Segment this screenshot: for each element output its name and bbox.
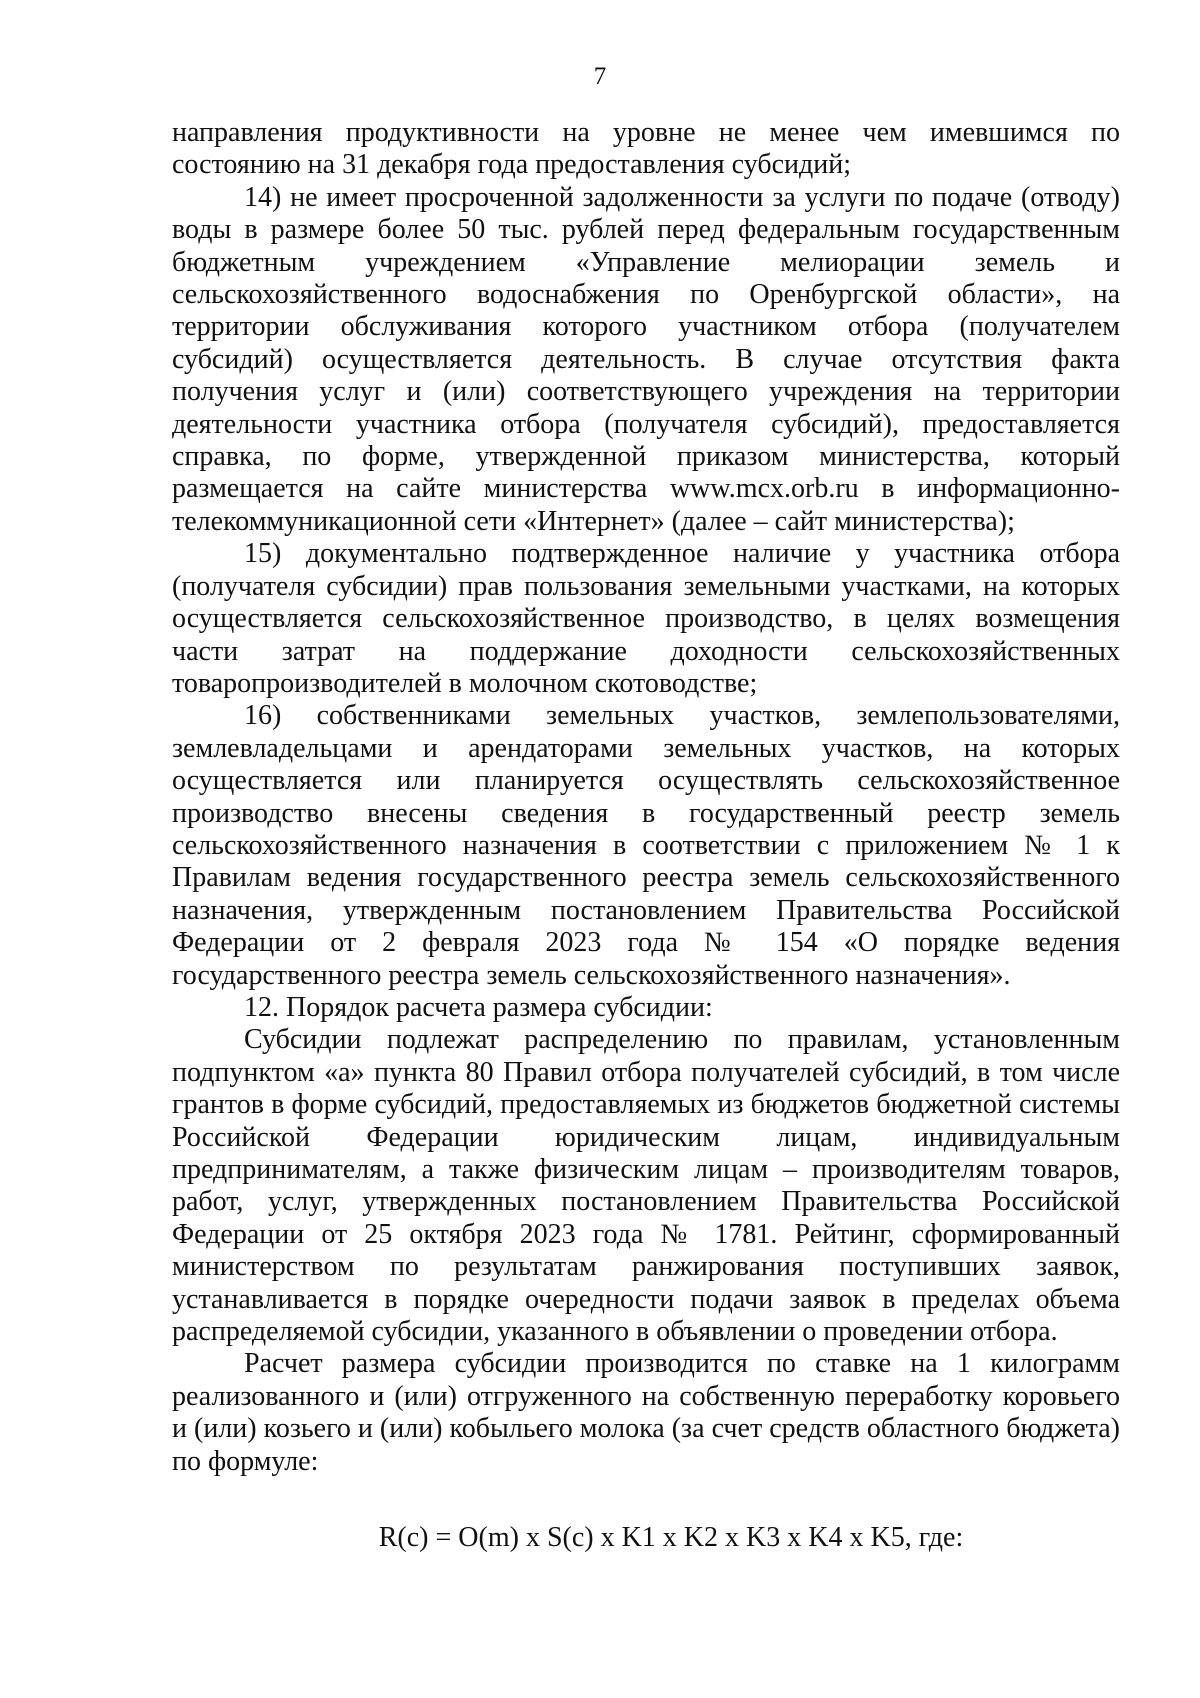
paragraph-13-continuation: направления продуктивности на уровне не менее чем имевшимся по состоянию на 31 декабря года предоставления субсидий;: [172, 117, 1120, 181]
paragraph-item-16: 16) собственниками земельных участков, землепользователями, землевладельцами и арендаторами земельных участков, на которых осуществляется или планируется осуществлять сельскохозяйственное производство внесены сведения в государственный реестр земель сельскохозяйственного назначения в соответствии с приложением № 1 к Правилам ведения государственного реестра земель сельскохозяйственного назначения, утвержденным постановлением Правительства Российской Федерации от 2 февраля 2023 года № 154 «О порядке ведения государственного реестра земель сельскохозяйственного назначения».: [172, 700, 1120, 991]
paragraph-subsidy-distribution: Субсидии подлежат распределению по правилам, установленным подпунктом «а» пункта 80 Правил отбора получателей субсидий, в том числе грантов в форме субсидий, предоставляемых из бюджетов бюджетной системы Российской Федерации юридическим лицам, индивидуальным предпринимателям, а также физическим лицам – производителям товаров, работ, услуг, утвержденных постановлением Правительства Российской Федерации от 25 октября 2023 года № 1781. Рейтинг, сформированный министерством по результатам ранжирования поступивших заявок, устанавливается в порядке очередности подачи заявок в пределах объема распределяемой субсидии, указанного в объявлении о проведении отбора.: [172, 1024, 1120, 1348]
paragraph-subsidy-calculation: Расчет размера субсидии производится по ставке на 1 килограмм реализованного и (или) отгруженного на собственную переработку коровьего и (или) козьего и (или) кобыльего молока (за счет средств областного бюджета) по формуле:: [172, 1348, 1120, 1477]
subsidy-formula: R(c) = O(m) x S(c) x K1 x K2 x K3 x K4 x K5, где:: [378, 1522, 964, 1554]
document-body: [172, 117, 1120, 1554]
section-heading-12: 12. Порядок расчета размера субсидии:: [244, 991, 713, 1023]
paragraph-item-15: 15) документально подтвержденное наличие у участника отбора (получателя субсидии) прав пользования земельными участками, на которых осуществляется сельскохозяйственное производство, в целях возмещения части затрат на поддержание доходности сельскохозяйственных товаропроизводителей в молочном скотоводстве;: [172, 538, 1120, 699]
paragraph-item-14: 14) не имеет просроченной задолженности за услуги по подаче (отводу) воды в размере более 50 тыс. рублей перед федеральным государственным бюджетным учреждением «Управление мелиорации земель и сельскохозяйственного водоснабжения по Оренбургской области», на территории обслуживания которого участником отбора (получателем субсидий) осуществляется деятельность. В случае отсутствия факта получения услуг и (или) соответствующего учреждения на территории деятельности участника отбора (получателя субсидий), предоставляется справка, по форме, утвержденной приказом министерства, который размещается на сайте министерства www.mcx.orb.ru в информационно-телекоммуникационной сети «Интернет» (далее – сайт министерства);: [172, 181, 1120, 537]
page-number: 7: [593, 63, 607, 90]
